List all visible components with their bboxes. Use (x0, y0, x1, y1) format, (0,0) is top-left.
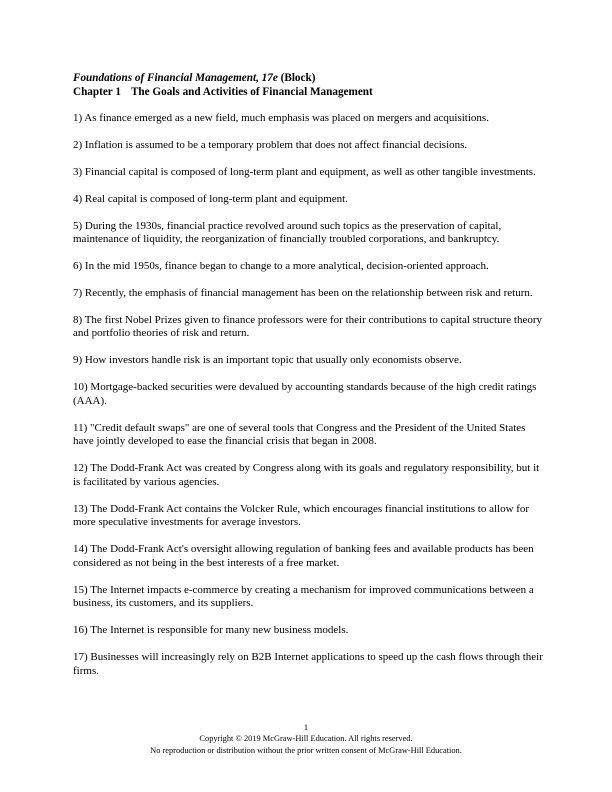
book-title: Foundations of Financial Management, 17e (73, 72, 278, 84)
question-item: 13) The Dodd-Frank Act contains the Volcker Rule, which encourages financial institutions to allow for more speculative investments for average investors. (73, 502, 530, 529)
question-item: 14) The Dodd-Frank Act's oversight allowing regulation of banking fees and available products has been considered as not being in the best interests of a free market. (73, 543, 534, 569)
page-number: 1 (303, 723, 309, 732)
document-page (73, 71, 543, 691)
question-item: 11) "Credit default swaps" are one of several tools that Congress and the President of the United States have jointly developed to ease the financial crisis that began in 2008. (73, 421, 526, 448)
question-list (73, 112, 543, 678)
question-item: 4) Real capital is composed of long-term plant and equipment. (73, 192, 348, 205)
question-item: 16) The Internet is responsible for many new business models. (73, 624, 349, 637)
question-item: 9) How investors handle risk is an important topic that usually only economists observe. (73, 354, 462, 367)
question-item: 15) The Internet impacts e-commerce by creating a mechanism for improved communications between a business, its customers, and its suppliers. (73, 583, 534, 610)
question-item: 6) In the mid 1950s, finance began to change to a more analytical, decision-oriented approach. (73, 260, 489, 273)
copyright-notice: Copyright © 2019 McGraw-Hill Education. All rights reserved. (199, 734, 413, 743)
question-item: 1) As finance emerged as a new field, much emphasis was placed on mergers and acquisitions. (73, 112, 489, 124)
question-item: 17) Businesses will increasingly rely on B2B Internet applications to speed up the cash flows through their firms. (73, 651, 543, 677)
question-item: 7) Recently, the emphasis of financial management has been on the relationship between risk and return. (73, 286, 533, 299)
question-item: 5) During the 1930s, financial practice revolved around such topics as the preservation of capital, maintenance of liquidity, the reorganization of financially troubled corporations, and bankruptcy. (73, 219, 502, 246)
question-item: 12) The Dodd-Frank Act was created by Congress along with its goals and regulatory responsibility, but it is facilitated by various agencies. (73, 462, 540, 488)
chapter-label: Chapter 1 (73, 86, 121, 98)
question-item: 2) Inflation is assumed to be a temporary problem that does not affect financial decisions. (73, 138, 468, 151)
reproduction-notice: No reproduction or distribution without the prior written consent of McGraw-Hill Education. (150, 745, 462, 755)
chapter-title: The Goals and Activities of Financial Management (130, 86, 373, 98)
question-item: 10) Mortgage-backed securities were devalued by accounting standards because of the high credit ratings (AAA). (73, 381, 537, 407)
question-item: 8) The first Nobel Prizes given to finance professors were for their contributions to capital structure theory and portfolio theories of risk and return. (73, 313, 542, 340)
edition-note: (Block) (280, 72, 316, 84)
chapter-heading (73, 85, 543, 99)
question-item: 3) Financial capital is composed of long-term plant and equipment, as well as other tangible investments. (73, 165, 536, 178)
document-title (73, 71, 543, 85)
